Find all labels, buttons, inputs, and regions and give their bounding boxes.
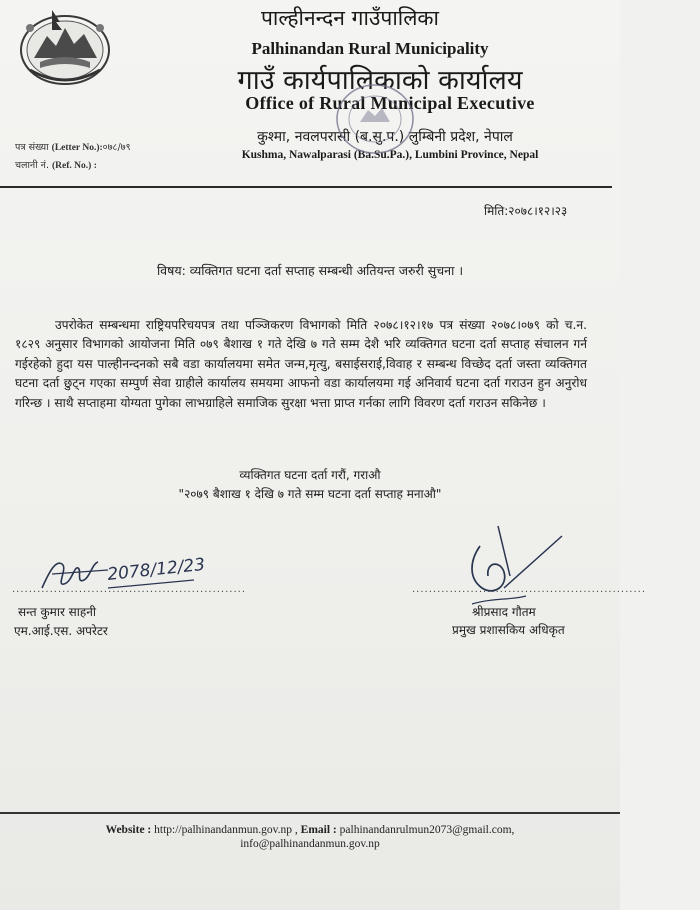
right-signatory-name: श्रीप्रसाद गौतम bbox=[472, 605, 536, 619]
municipality-name-en: Palhinandan Rural Municipality bbox=[251, 39, 489, 58]
slogan-line-2: "२०७९ बैशाख १ देखि ७ गते सम्म घटना दर्ता सप्ताह मनाऔ" bbox=[178, 487, 442, 501]
office-seal-stamp-icon bbox=[330, 78, 420, 160]
letter-number-label-np: पत्र संख्या bbox=[15, 142, 49, 153]
letter-body bbox=[15, 316, 587, 413]
letter-number-label-en: (Letter No.): bbox=[51, 143, 103, 153]
reference-number-label-en: (Ref. No.) : bbox=[52, 161, 97, 171]
email-link-secondary[interactable]: info@palhinandanmun.gov.np bbox=[240, 838, 380, 850]
letter-number-value: ०७८/७९ bbox=[102, 142, 131, 153]
address-np: कुश्मा, नवलपरासी (ब.सु.प.) लुम्बिनी प्रदेश, नेपाल bbox=[257, 129, 513, 145]
footer-contact-line-2 bbox=[0, 838, 620, 850]
email-label: Email : bbox=[300, 824, 337, 836]
website-label: Website : bbox=[105, 824, 152, 836]
office-name-en: Office of Rural Municipal Executive bbox=[245, 93, 535, 113]
left-signature-date: 2078/12/23 bbox=[106, 554, 206, 585]
header-divider bbox=[0, 186, 612, 188]
website-link[interactable]: http://palhinandanmun.gov.np , bbox=[154, 824, 298, 836]
address-en: Kushma, Nawalparasi (Ba.Su.Pa.), Lumbini Province, Nepal bbox=[241, 149, 539, 161]
letter-number bbox=[15, 140, 131, 153]
right-signatory-title: प्रमुख प्रशासकिय अधिकृत bbox=[452, 623, 565, 637]
right-signature-image bbox=[452, 516, 572, 611]
reference-number-label-np: चलानी नं. bbox=[15, 160, 49, 171]
right-signature-line: ........................................................ bbox=[412, 584, 647, 595]
letter-subject: विषय: व्यक्तिगत घटना दर्ता सप्ताह सम्बन्धी अतियन्त जरुरी सुचना । bbox=[156, 263, 464, 278]
left-signatory-name: सन्त कुमार साहनी bbox=[18, 605, 97, 619]
footer-contact-line bbox=[0, 824, 620, 836]
left-signatory-title: एम.आई.एस. अपरेटर bbox=[14, 624, 108, 638]
office-name-np: गाउँ कार्यपालिकाको कार्यालय bbox=[237, 65, 523, 96]
slogan-line-1: व्यक्तिगत घटना दर्ता गरौं, गराऔ bbox=[239, 468, 381, 482]
email-link-primary[interactable]: palhinandanrulmun2073@gmail.com, bbox=[339, 824, 515, 836]
letter-body-text: उपरोकेत सम्बन्धमा राष्ट्रियपरिचयपत्र तथा पञ्जिकरण विभागको मिति २०७८।१२।१७ पत्र संख्या २०७८।०७९ को च.न. १८२९ अनुसार विभागको आयोजना मिति ०७९ बैशाख १ गते देखि ७ गते सम्म देशै भरि व्यक्तिगत घटना दर्ता सप्ताह संचालन गर्न गईरहेको हुदा यस पाल्हीनन्दनको सबै वडा कार्यालयमा समेत जन्म,मृत्यु, बसाईसराई,विवाह र सम्बन्ध विच्छेद दर्ता जस्ता व्यक्तिगत घटना दर्ता छुट्न गएका सम्पुर्ण सेवा ग्राहीले कार्यालय समयमा आफनो वडा कार्यालयमा गई अनिवार्य घटना दर्ता गराउन हुन अनुरोध गरिन्छ । साथै सप्ताहमा योग्यता पुगेका लाभग्राहिले समाजिक सुरक्षा भत्ता प्राप्त गर्नका लागि विवरण दर्ता गराउन सकिनेछ । bbox=[15, 318, 587, 410]
footer-divider bbox=[0, 812, 620, 814]
reference-number bbox=[15, 158, 97, 171]
letter-date: मिति:२०७८।१२।२३ bbox=[484, 204, 568, 218]
municipality-name-np: पाल्हीनन्दन गाउँपालिका bbox=[260, 6, 439, 30]
left-signature-line: ........................................................ bbox=[12, 584, 247, 595]
